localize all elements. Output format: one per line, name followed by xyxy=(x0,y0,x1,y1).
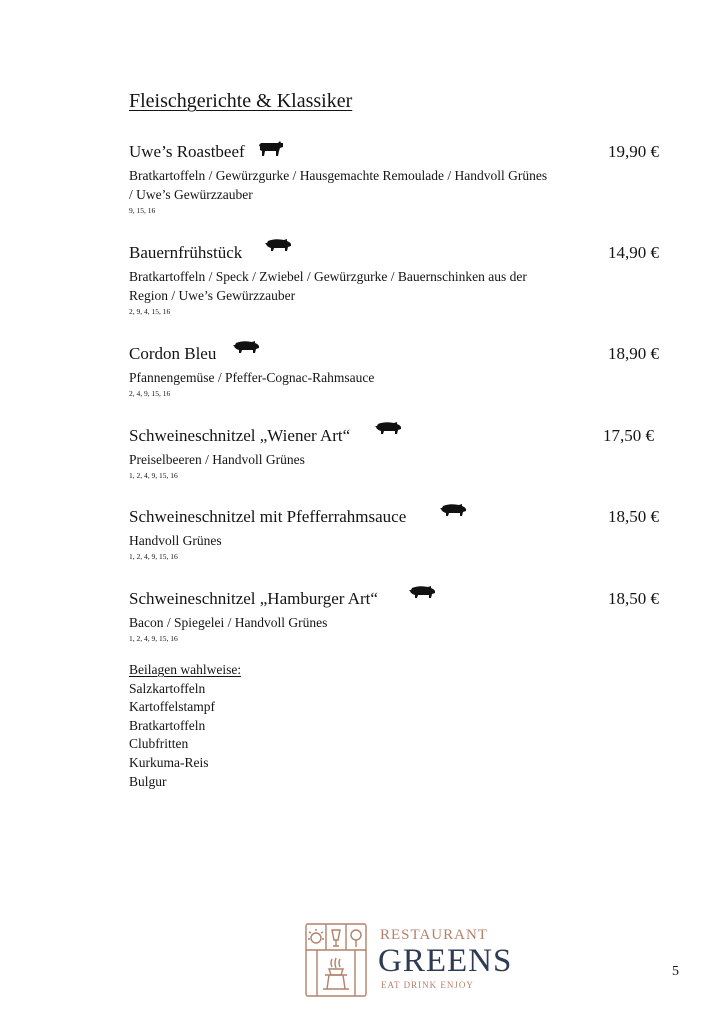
dish-price: 18,50 € xyxy=(608,589,659,608)
menu-item xyxy=(129,589,659,644)
pig-icon xyxy=(265,238,292,253)
menu-item xyxy=(129,344,659,399)
dish-description: Handvoll Grünes xyxy=(129,533,222,548)
dish-allergens: 9, 15, 16 xyxy=(129,206,156,215)
dish-price: 17,50 € xyxy=(603,426,654,445)
dish-description: Bratkartoffeln / Speck / Zwiebel / Gewürzgurke / Bauernschinken aus der Region / Uwe’s Gewürzzauber xyxy=(129,269,527,303)
dish-name: Schweineschnitzel „Wiener Art“ xyxy=(129,426,351,445)
section-heading: Fleischgerichte & Klassiker xyxy=(129,90,353,112)
dish-name: Uwe’s Roastbeef xyxy=(129,142,245,161)
dish-description: Preiselbeeren / Handvoll Grünes xyxy=(129,452,305,467)
dish-allergens: 1, 2, 4, 9, 15, 16 xyxy=(129,471,178,480)
dish-name: Schweineschnitzel „Hamburger Art“ xyxy=(129,589,378,608)
logo-line-restaurant: RESTAURANT xyxy=(380,927,488,943)
side-item: Salzkartoffeln xyxy=(129,680,206,696)
side-item: Kartoffelstampf xyxy=(129,699,215,715)
dish-allergens: 1, 2, 4, 9, 15, 16 xyxy=(129,552,178,561)
logo-line-greens: GREENS xyxy=(378,943,513,979)
dish-allergens: 1, 2, 4, 9, 15, 16 xyxy=(129,634,178,643)
dish-description: Bratkartoffeln / Gewürzgurke / Hausgemachte Remoulade / Handvoll Grünes / Uwe’s Gewürzzauber xyxy=(129,168,548,202)
dish-price: 19,90 € xyxy=(608,142,659,161)
dish-name: Bauernfrühstück xyxy=(129,243,243,262)
side-item: Bratkartoffeln xyxy=(129,717,206,733)
dish-allergens: 2, 4, 9, 15, 16 xyxy=(129,389,171,398)
dish-description: Pfannengemüse / Pfeffer-Cognac-Rahmsauce xyxy=(129,370,375,385)
dish-description: Bacon / Spiegelei / Handvoll Grünes xyxy=(129,615,328,630)
sides-title: Beilagen wahlweise: xyxy=(129,662,242,677)
restaurant-logo-icon xyxy=(305,923,367,997)
dish-allergens: 2, 9, 4, 15, 16 xyxy=(129,307,171,316)
dish-name: Cordon Bleu xyxy=(129,344,217,363)
cow-icon xyxy=(258,141,284,157)
menu-item xyxy=(129,142,659,216)
menu-item xyxy=(129,507,659,562)
logo-tagline: EAT DRINK ENJOY xyxy=(381,980,474,990)
dish-name: Schweineschnitzel mit Pfefferrahmsauce xyxy=(129,507,407,526)
side-item: Clubfritten xyxy=(129,736,189,752)
pig-icon xyxy=(409,585,436,600)
side-item: Kurkuma-Reis xyxy=(129,754,209,770)
menu-item xyxy=(129,243,659,317)
page-number: 5 xyxy=(672,964,679,979)
pig-icon xyxy=(233,340,260,355)
side-item: Bulgur xyxy=(129,773,167,789)
dish-price: 14,90 € xyxy=(608,243,659,262)
pig-icon xyxy=(440,503,467,518)
dish-price: 18,90 € xyxy=(608,344,659,363)
pig-icon xyxy=(375,421,402,436)
sides-list xyxy=(129,661,241,791)
dish-price: 18,50 € xyxy=(608,507,659,526)
